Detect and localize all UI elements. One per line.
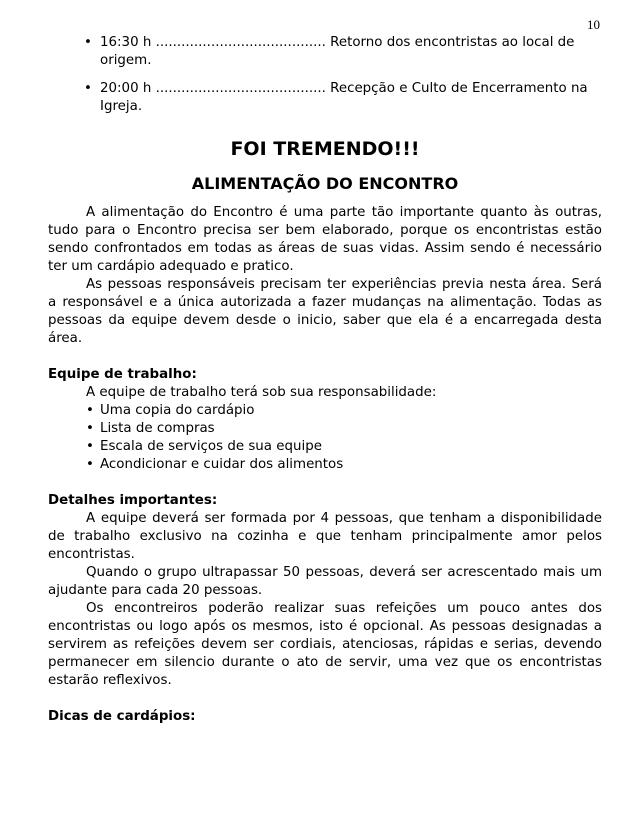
schedule-time: 20:00 h xyxy=(100,81,152,96)
schedule-text: Recepção e Culto de Encerramento na Igreja. xyxy=(100,81,588,114)
team-item: • Lista de compras xyxy=(48,420,602,438)
details-paragraph: A equipe deverá ser formada por 4 pessoas, que tenham a disponibilidade de trabalho exclusivo na cozinha e que tenham principalmente amor pelos encontristas. xyxy=(48,511,602,562)
details-paragraph: Os encontreiros poderão realizar suas refeições um pouco antes dos encontristas ou logo após os mesmos, isto é opcional. As pessoas designadas a servirem as refeições devem ser cordiais, atenciosas, rápidas e serias, devendo permanecer em silencio durante o ato de servir, uma vez que os encontristas estarão reflexivos. xyxy=(48,601,602,688)
schedule-dots: ........................................ xyxy=(155,81,326,96)
details-heading: Detalhes importantes: xyxy=(48,493,218,508)
team-item: • Uma copia do cardápio xyxy=(48,402,602,420)
schedule-time: 16:30 h xyxy=(100,35,152,50)
menu-heading: Dicas de cardápios: xyxy=(48,709,196,724)
intro-paragraph: A alimentação do Encontro é uma parte tão importante quanto às outras, tudo para o Encontro precisa ser bem elaborado, porque os encontristas estão sendo confrontados em todas as áreas de suas vidas. Assim sendo é necessário ter um cardápio adequado e pratico. xyxy=(48,205,602,274)
schedule-item xyxy=(48,80,602,116)
team-item: • Acondicionar e cuidar dos alimentos xyxy=(48,456,602,474)
document-body xyxy=(48,34,602,726)
team-heading: Equipe de trabalho: xyxy=(48,367,197,382)
details-paragraph: Quando o grupo ultrapassar 50 pessoas, deverá ser acrescentado mais um ajudante para cada 20 pessoas. xyxy=(48,565,602,598)
schedule-dots: ........................................ xyxy=(155,35,326,50)
intro-paragraph: As pessoas responsáveis precisam ter experiências previa nesta área. Será a responsável e a única autorizada a fazer mudanças na alimentação. Todas as pessoas da equipe devem desde o inicio, saber que ela é a encarregada desta área. xyxy=(48,277,602,346)
schedule-list xyxy=(48,34,602,116)
main-title: FOI TREMENDO!!! xyxy=(230,138,420,160)
section-title: ALIMENTAÇÃO DO ENCONTRO xyxy=(191,174,459,193)
team-intro: A equipe de trabalho terá sob sua responsabilidade: xyxy=(86,385,437,400)
page-number: 10 xyxy=(587,17,600,32)
schedule-text: Retorno dos encontristas ao local de origem. xyxy=(100,35,575,68)
schedule-item xyxy=(48,34,602,70)
team-list xyxy=(48,402,602,474)
team-item: • Escala de serviços de sua equipe xyxy=(48,438,602,456)
